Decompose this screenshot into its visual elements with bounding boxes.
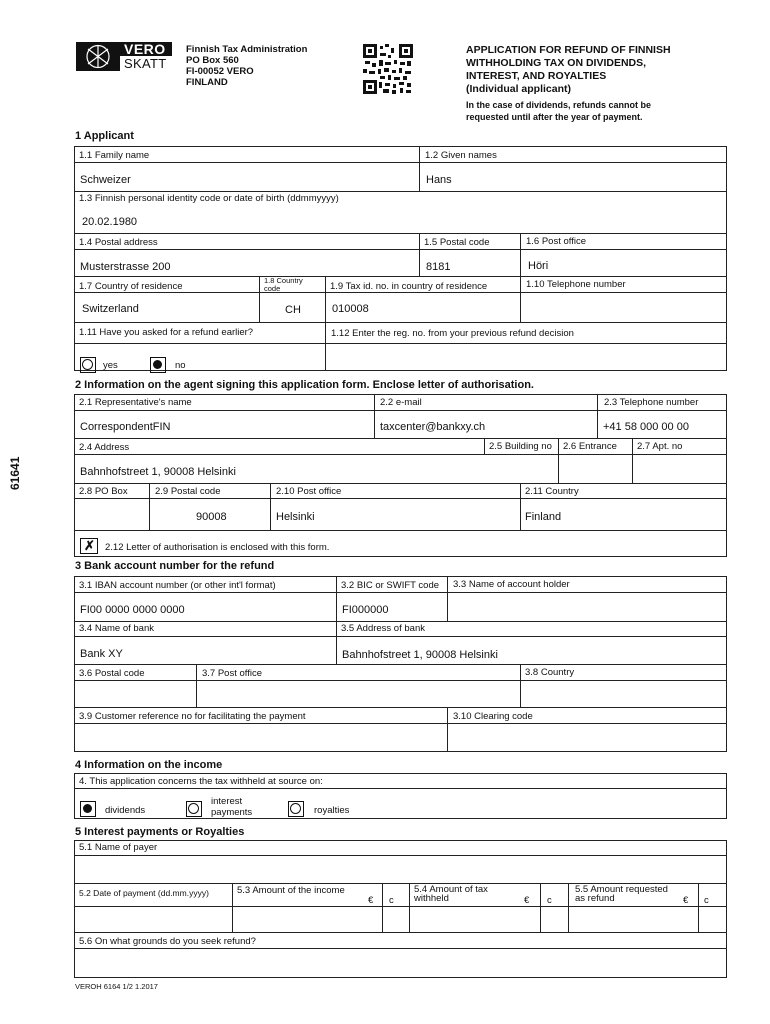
customer-ref-label: 3.9 Customer reference no for facilitating the payment (79, 711, 306, 722)
qr-code (363, 44, 413, 94)
section-1-heading: 1 Applicant (75, 130, 134, 142)
vero-logo (76, 41, 172, 73)
income-amount-label: 5.3 Amount of the income (237, 885, 345, 896)
email-label: 2.2 e-mail (380, 397, 422, 408)
note-line-2: requested until after the year of payment. (466, 112, 643, 122)
email-value[interactable]: taxcenter@bankxy.ch (380, 421, 486, 433)
postal-address-value[interactable]: Musterstrasse 200 (80, 261, 171, 273)
country-code-label-line-1: 1.8 Country (264, 276, 303, 285)
logo-vero-text: VERO (124, 41, 166, 57)
authority-country: FINLAND (186, 77, 228, 88)
entrance-label: 2.6 Entrance (563, 441, 617, 452)
address-value[interactable]: Bahnhofstreet 1, 90008 Helsinki (80, 466, 236, 478)
payment-date-label: 5.2 Date of payment (dd.mm.yyyy) (79, 888, 209, 898)
bank-postal-code-label: 3.6 Postal code (79, 668, 145, 679)
regno-label: 1.12 Enter the reg. no. from your previous refund decision (331, 328, 574, 339)
note-line-1: In the case of dividends, refunds cannot be (466, 100, 652, 110)
agent-country-value[interactable]: Finland (525, 511, 562, 523)
country-code-value[interactable]: CH (285, 304, 301, 316)
interest-label (211, 796, 252, 818)
given-names-value[interactable]: Hans (426, 174, 452, 186)
postal-code-value[interactable]: 8181 (426, 261, 451, 273)
letter-checkbox[interactable] (80, 538, 98, 554)
pid-label: 1.3 Finnish personal identity code or date of birth (ddmmyyyy) (79, 193, 339, 204)
royalties-label: royalties (314, 805, 350, 816)
agent-country-label: 2.11 Country (525, 486, 579, 497)
check-mark-icon: ✗ (84, 538, 95, 553)
logo-skatt-text: SKATT (124, 56, 167, 71)
refund-amount-label-line-1: 5.5 Amount requested (575, 884, 668, 895)
refund-amount-label (575, 885, 668, 903)
address-label: 2.4 Address (79, 442, 130, 453)
authority-postcode: FI-00052 VERO (186, 66, 254, 77)
bank-country-label: 3.8 Country (525, 667, 575, 678)
no-radio[interactable] (150, 357, 166, 373)
grounds-label: 5.6 On what grounds do you seek refund? (79, 936, 256, 947)
section-5-heading: 5 Interest payments or Royalties (75, 826, 245, 838)
bic-value[interactable]: FI000000 (342, 604, 389, 616)
clearing-code-label: 3.10 Clearing code (453, 711, 533, 722)
country-value[interactable]: Switzerland (82, 303, 139, 315)
qr-code-icon (363, 44, 413, 94)
country-code-label-line-2: code (264, 284, 281, 293)
title-line-3: INTEREST, AND ROYALTIES (466, 70, 607, 82)
section-4-heading: 4 Information on the income (75, 759, 223, 771)
form-footer: VEROH 6164 1/2 1.2017 (75, 982, 158, 991)
telephone-label: 1.10 Telephone number (526, 279, 626, 290)
title-line-4: (Individual applicant) (466, 83, 572, 95)
title-line-2: WITHHOLDING TAX ON DIVIDENDS, (466, 57, 647, 69)
refund-amount-label-line-2: as refund (575, 893, 615, 904)
income-euro: € (368, 895, 374, 906)
rep-name-label: 2.1 Representative's name (79, 397, 192, 408)
family-name-value[interactable]: Schweizer (80, 174, 131, 186)
tax-euro: € (524, 895, 530, 906)
bic-label: 3.2 BIC or SWIFT code (341, 580, 440, 591)
authority-pobox: PO Box 560 (186, 55, 239, 66)
tax-withheld-label-line-1: 5.4 Amount of tax (414, 884, 488, 895)
title-line-1: APPLICATION FOR REFUND OF FINNISH (466, 44, 671, 56)
bank-address-label: 3.5 Address of bank (341, 623, 425, 634)
bank-address-value[interactable]: Bahnhofstreet 1, 90008 Helsinki (342, 649, 498, 661)
pobox-label: 2.8 PO Box (79, 486, 128, 497)
agent-phone-label: 2.3 Telephone number (604, 397, 699, 408)
taxid-value[interactable]: 010008 (332, 303, 369, 315)
agent-postal-code-value[interactable]: 90008 (196, 511, 227, 523)
authority-name: Finnish Tax Administration (186, 44, 308, 55)
yes-radio[interactable] (80, 357, 96, 373)
authority-address (186, 44, 307, 88)
dividends-radio[interactable] (80, 801, 96, 817)
family-name-label: 1.1 Family name (79, 150, 150, 161)
yes-label: yes (103, 360, 118, 371)
given-names-label: 1.2 Given names (425, 150, 497, 161)
agent-phone-value[interactable]: +41 58 000 00 00 (603, 421, 689, 433)
section-5-table (74, 840, 727, 978)
royalties-radio[interactable] (288, 801, 304, 817)
form-title (466, 44, 671, 96)
iban-value[interactable]: FI00 0000 0000 0000 (80, 604, 185, 616)
pid-value[interactable]: 20.02.1980 (82, 216, 138, 228)
dividends-label: dividends (105, 805, 146, 816)
letter-label: 2.12 Letter of authorisation is enclosed with this form. (105, 542, 330, 553)
holder-label: 3.3 Name of account holder (453, 579, 570, 590)
post-office-value[interactable]: Höri (528, 260, 549, 272)
iban-label: 3.1 IBAN account number (or other int'l format) (79, 580, 276, 591)
post-office-label: 1.6 Post office (526, 236, 587, 247)
taxid-label: 1.9 Tax id. no. in country of residence (330, 281, 488, 292)
country-label: 1.7 Country of residence (79, 281, 183, 292)
income-cent: c (389, 895, 394, 906)
no-label: no (175, 360, 186, 371)
agent-post-office-label: 2.10 Post office (276, 486, 342, 497)
concerns-label: 4. This application concerns the tax withheld at source on: (79, 776, 323, 787)
apt-label: 2.7 Apt. no (637, 441, 683, 452)
country-code-label (264, 277, 303, 293)
bank-name-label: 3.4 Name of bank (79, 623, 154, 634)
payer-label: 5.1 Name of payer (79, 842, 158, 853)
postal-address-label: 1.4 Postal address (79, 237, 158, 248)
building-label: 2.5 Building no (489, 441, 552, 452)
interest-label-line-2: payments (211, 807, 253, 818)
tax-cent: c (547, 895, 552, 906)
agent-postal-code-label: 2.9 Postal code (155, 486, 221, 497)
side-code: 61641 (8, 456, 22, 490)
refund-cent: c (704, 895, 709, 906)
tax-withheld-label-line-2: withheld (414, 893, 449, 904)
interest-radio[interactable] (186, 801, 202, 817)
section-3-heading: 3 Bank account number for the refund (75, 560, 275, 572)
rep-name-value[interactable]: CorrespondentFIN (80, 421, 171, 433)
tax-withheld-label (414, 885, 488, 903)
refund-earlier-label: 1.11 Have you asked for a refund earlier? (79, 327, 254, 338)
section-2-heading: 2 Information on the agent signing this application form. Enclose letter of authorisation. (75, 379, 534, 391)
refund-euro: € (683, 895, 689, 906)
bank-name-value[interactable]: Bank XY (80, 648, 123, 660)
interest-label-line-1: interest (211, 796, 243, 807)
bank-post-office-label: 3.7 Post office (202, 668, 263, 679)
postal-code-label: 1.5 Postal code (424, 237, 490, 248)
form-note (466, 99, 651, 123)
agent-post-office-value[interactable]: Helsinki (276, 511, 315, 523)
